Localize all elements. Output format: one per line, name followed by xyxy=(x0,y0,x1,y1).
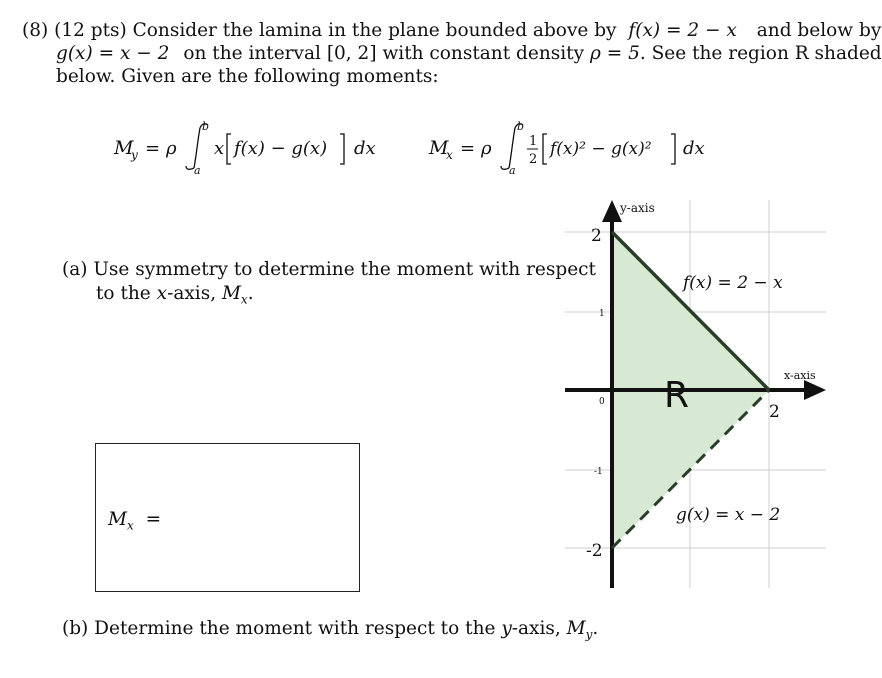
problem-points: (12 pts) xyxy=(54,20,127,41)
my-lower-limit: a xyxy=(194,164,201,177)
tick-y-1: 1 xyxy=(599,309,605,319)
mx-formula xyxy=(425,118,715,180)
my-bracket-content: f(x) − g(x) xyxy=(234,138,328,159)
problem-number: (8) xyxy=(22,20,49,41)
part-b-var: y xyxy=(501,618,512,639)
region-label-r: R xyxy=(664,375,690,416)
my-rho: ρ xyxy=(166,138,177,159)
and-below-by: and below by xyxy=(756,20,882,41)
my-symbol: M xyxy=(114,137,134,159)
part-a-line2 xyxy=(96,283,254,311)
g-expression: g(x) = x − 2 xyxy=(56,43,170,64)
region-graph xyxy=(555,195,830,590)
my-integrand-x: x xyxy=(214,138,225,159)
tick-x-2: 2 xyxy=(769,402,780,422)
mx-dx: dx xyxy=(683,138,705,159)
problem-intro-line2 xyxy=(56,43,882,65)
answer-box-label xyxy=(108,509,161,537)
tick-y-neg1: -1 xyxy=(594,467,603,477)
f-label: f(x) = 2 − x xyxy=(683,273,783,293)
density-value: ρ = 5. xyxy=(589,43,646,64)
half-numerator: 1 xyxy=(529,134,538,149)
f-expression: f(x) = 2 − x xyxy=(628,20,737,41)
mx-lower-limit: a xyxy=(509,164,516,177)
part-a-sub: x xyxy=(240,292,248,307)
problem-intro-line1 xyxy=(22,20,881,42)
part-b-mid: -axis, xyxy=(511,618,567,639)
part-b-end: . xyxy=(592,618,599,639)
mx-subscript: x xyxy=(446,148,453,162)
g-label: g(x) = x − 2 xyxy=(676,505,781,525)
tick-y-2: 2 xyxy=(591,226,602,246)
part-a-prefix: to the xyxy=(96,283,157,304)
answer-label-M: M xyxy=(108,509,127,530)
part-b-sub: y xyxy=(585,627,593,642)
part-b-line xyxy=(62,618,598,646)
answer-label-sub: x xyxy=(126,518,134,533)
mx-right-bracket xyxy=(671,134,675,164)
y-axis-arrow xyxy=(602,200,622,222)
with-density-text: with constant density xyxy=(382,43,585,64)
my-dx: dx xyxy=(354,138,376,159)
x-axis-label: x-axis xyxy=(784,369,816,382)
mx-equals: = xyxy=(460,138,476,159)
mx-rho: ρ xyxy=(481,138,492,159)
part-a-var: x xyxy=(156,283,168,304)
my-left-bracket xyxy=(227,134,231,164)
problem-intro-line3: below. Given are the following moments: xyxy=(56,66,439,87)
my-formula xyxy=(110,118,390,180)
part-a-mid: -axis, xyxy=(167,283,222,304)
my-subscript: y xyxy=(131,148,138,162)
x-axis-arrow xyxy=(804,380,826,400)
answer-label-eq: = xyxy=(145,509,162,530)
part-b-prefix: (b) Determine the moment with respect to the xyxy=(62,618,502,639)
part-b-M: M xyxy=(566,618,586,639)
mx-symbol: M xyxy=(429,137,449,159)
my-upper-limit: b xyxy=(202,120,210,133)
my-right-bracket xyxy=(340,134,344,164)
tick-y-0: 0 xyxy=(599,397,605,407)
y-axis-label: y-axis xyxy=(620,201,655,215)
tick-y-neg2: -2 xyxy=(586,541,603,561)
part-a-line1: (a) Use symmetry to determine the moment with respect xyxy=(62,259,596,280)
my-equals: = xyxy=(145,138,161,159)
problem-intro-text: Consider the lamina in the plane bounded above by xyxy=(132,20,617,41)
half-denominator: 2 xyxy=(529,152,538,167)
part-a-M: M xyxy=(221,283,241,304)
mx-upper-limit: b xyxy=(517,120,525,133)
mx-bracket-content: f(x)² − g(x)² xyxy=(550,139,652,159)
interval: [0, 2] xyxy=(326,43,377,64)
on-interval-text: on the interval xyxy=(183,43,321,64)
mx-left-bracket xyxy=(543,134,547,164)
part-a-end: . xyxy=(247,283,254,304)
see-region-text: See the region R shaded xyxy=(651,43,882,64)
